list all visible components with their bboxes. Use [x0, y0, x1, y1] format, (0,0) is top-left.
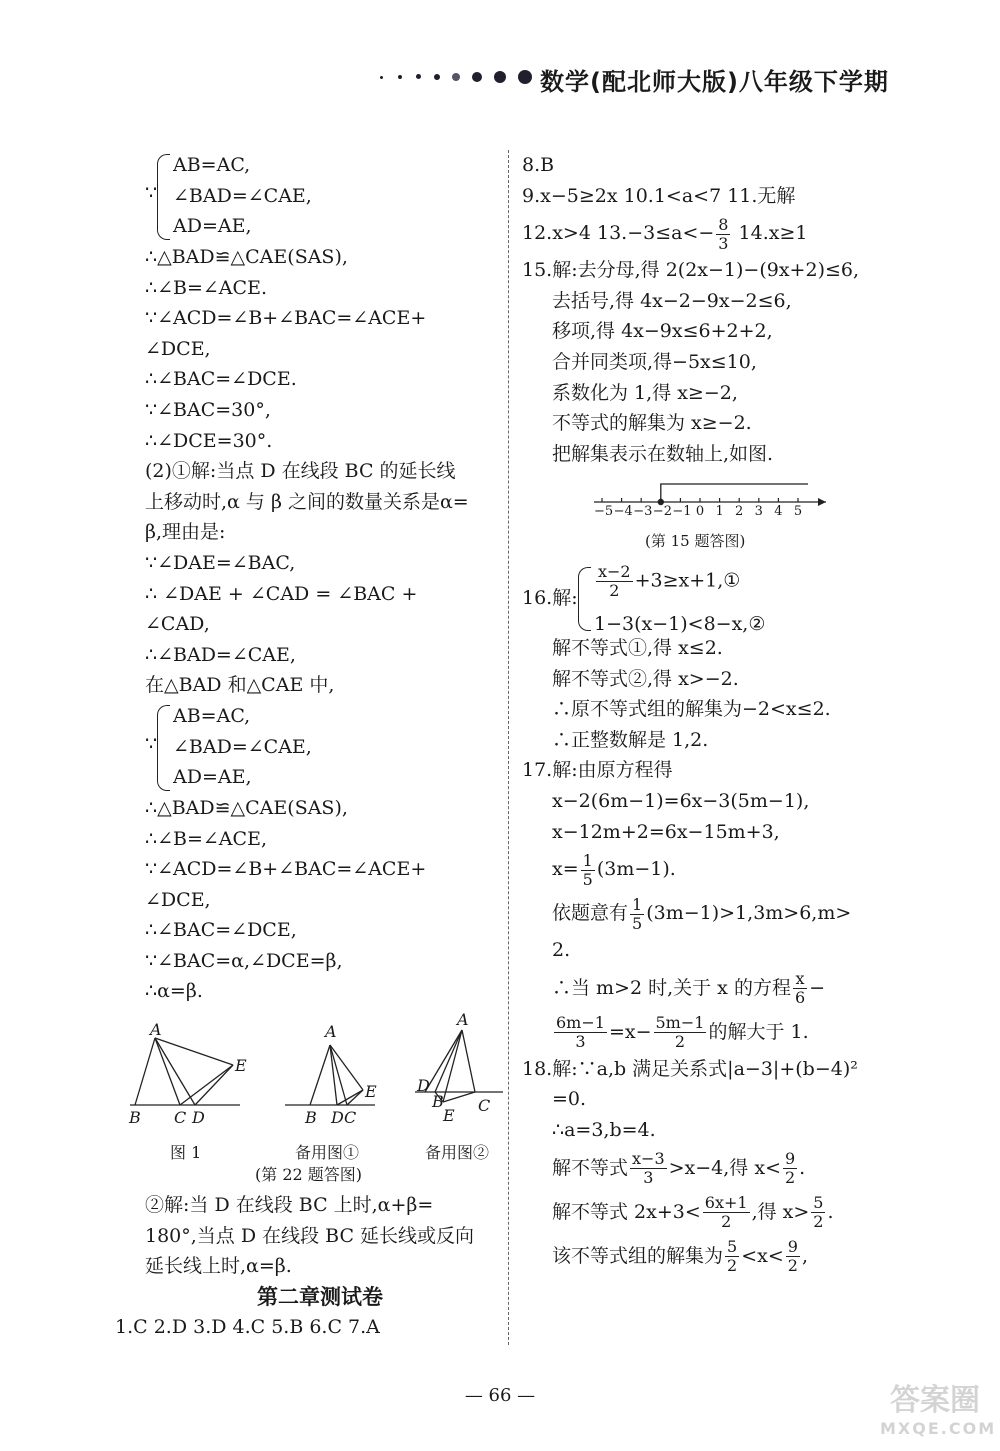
proof-line: ∵∠BAC=α,∠DCE=β, [145, 949, 343, 972]
proof-line: ∠DCE, [145, 888, 211, 911]
denominator: 3 [718, 233, 729, 253]
numerator: 5 [813, 1193, 824, 1213]
solution-ray [661, 484, 808, 502]
solution-line [522, 1146, 912, 1190]
number-line-tick-label: −4 [613, 504, 633, 519]
problem-16-label: 16.解: [522, 587, 578, 609]
watermark-text: 答案圈 [890, 1383, 980, 1418]
denominator: 6 [794, 988, 806, 1008]
fraction [630, 1150, 667, 1187]
problem-15-number-line [590, 480, 830, 560]
proof-line: ∴△BAD≌△CAE(SAS), [145, 246, 348, 268]
proof-line: ∵∠ACD=∠B+∠BAC=∠ACE+ [145, 307, 427, 330]
proof-line: ∴∠BAD=∠CAE, [145, 643, 296, 666]
vertex-label-a: A [150, 1020, 162, 1039]
denominator: 2 [787, 1256, 798, 1276]
numerator: 9 [784, 1149, 796, 1169]
solution-line: 合并同类项,得−5x≤10, [552, 350, 757, 373]
system-eq-1 [594, 563, 740, 600]
eq-text: ,得 x> [751, 1200, 810, 1223]
fraction [654, 1014, 707, 1051]
number-line-tick-label: 0 [695, 504, 705, 519]
solution-line: 把解集表示在数轴上,如图. [552, 442, 774, 465]
solution-line: 17.解:由原方程得 [522, 759, 673, 782]
vertex-label-c: C [174, 1108, 187, 1127]
eq-text: . [827, 1200, 834, 1223]
vertex-label-a: A [325, 1022, 337, 1041]
denominator: 2 [727, 1256, 738, 1276]
answer-line: 8.B [522, 154, 555, 176]
proof-line: 180°,当点 D 在线段 BC 延长线或反向 [145, 1224, 475, 1247]
solution-line [522, 1234, 912, 1278]
brace [578, 567, 591, 631]
proof-line: β,理由是: [145, 521, 226, 544]
fraction [716, 216, 730, 253]
proof-line: ∴∠B=∠ACE, [145, 827, 267, 850]
solution-line: 不等式的解集为 x≥−2. [552, 412, 752, 435]
denominator: 3 [575, 1032, 586, 1052]
answer-text: 12.x>4 13.−3≤a<− [522, 222, 715, 245]
condition-line: AB=AC, [173, 154, 251, 176]
numerator: x−3 [632, 1149, 665, 1169]
eq-text: . [799, 1156, 806, 1179]
answer-line: 9.x−5≥2x 10.1<a<7 11.无解 [522, 184, 796, 207]
number-line-tick-label: −2 [652, 504, 672, 519]
number-line-labels [590, 504, 830, 524]
answer-line [522, 211, 912, 255]
fraction [725, 1238, 739, 1275]
proof-line: ∴△BAD≌△CAE(SAS), [145, 796, 348, 819]
congruence-conditions-2 [145, 701, 495, 793]
eq-text: 解不等式 [552, 1156, 629, 1179]
proof-line: 在△BAD 和△CAE 中, [145, 674, 335, 697]
watermark-site: MXQE.COM [880, 1419, 997, 1438]
number-line-caption: (第 15 题答图) [645, 532, 746, 550]
condition-line: AD=AE, [173, 215, 252, 238]
fraction [793, 970, 807, 1007]
figure-3-caption: 备用图② [425, 1143, 490, 1162]
proof-line: ∵∠ACD=∠B+∠BAC=∠ACE+ [145, 858, 427, 881]
vertex-label-b: B [129, 1108, 141, 1127]
header-title: 数学(配北师大版)八年级下学期 [540, 68, 889, 96]
eq-text: 依题意有 [552, 902, 629, 925]
denominator: 2 [813, 1212, 824, 1232]
number-line-tick-label: −1 [672, 504, 692, 519]
number-line-tick-label: 2 [735, 504, 744, 519]
vertex-label-c: C [478, 1096, 491, 1115]
proof-line: ∴ ∠DAE + ∠CAD = ∠BAC + [145, 582, 418, 605]
numerator: 8 [718, 214, 729, 234]
proof-line: ②解:当 D 在线段 BC 上时,α+β= [145, 1194, 434, 1216]
denominator: 2 [721, 1212, 732, 1232]
proof-line: 延长线上时,α=β. [145, 1255, 292, 1278]
section-title: 第二章测试卷 [257, 1284, 383, 1309]
fraction [786, 1238, 800, 1275]
system-eq-2: 1−3(x−1)<8−x,② [594, 613, 766, 635]
eq-text: =x− [608, 1020, 652, 1043]
eq-text: − [809, 976, 826, 999]
proof-line: (2)①解:当点 D 在线段 BC 的延长线 [145, 460, 456, 483]
solution-line: 去括号,得 4x−2−9x−2≤6, [552, 289, 792, 312]
proof-line: ∵∠BAC=30°, [145, 398, 271, 421]
fraction [703, 1194, 750, 1231]
column-divider [508, 150, 509, 1345]
fraction [630, 896, 644, 933]
solution-line: ∴a=3,b=4. [552, 1118, 656, 1141]
solution-line [522, 1010, 912, 1054]
eq-text: 该不等式组的解集为 [552, 1244, 724, 1267]
solution-line: 系数化为 1,得 x≥−2, [552, 381, 738, 404]
eq-text: ∴当 m>2 时,关于 x 的方程 [552, 976, 791, 999]
congruence-conditions-1 [145, 150, 495, 242]
solution-line: ∴原不等式组的解集为−2<x≤2. [552, 698, 831, 721]
numerator: 6x+1 [704, 1193, 748, 1213]
eq-text: , [801, 1244, 808, 1267]
numerator: 1 [632, 894, 643, 914]
because-symbol: ∵ [145, 182, 158, 204]
fraction [811, 1194, 825, 1231]
right-column [522, 150, 912, 469]
left-column [145, 150, 495, 1007]
denominator: 2 [609, 581, 620, 600]
condition-line: AD=AE, [173, 766, 252, 789]
solution-line: =0. [552, 1088, 587, 1111]
problem-22-figures [125, 1010, 505, 1190]
eq-text: 解不等式 2x+3< [552, 1200, 701, 1223]
eq-text: (3m−1). [596, 858, 676, 881]
proof-line: ∴∠B=∠ACE. [145, 276, 267, 299]
eq-text: (3m−1)>1,3m>6,m> [646, 902, 852, 925]
answer-text: 14.x≥1 [732, 222, 808, 245]
fraction [554, 1014, 607, 1051]
number-line-tick-label: −5 [594, 504, 614, 519]
condition-line: AB=AC, [173, 704, 251, 727]
number-line-tick-label: 3 [754, 504, 763, 519]
solution-line: 解不等式②,得 x>−2. [552, 667, 739, 690]
watermark-logo [880, 1375, 997, 1445]
solution-line: x−12m+2=6x−15m+3, [552, 820, 780, 843]
vertex-label-d: D [331, 1108, 344, 1127]
vertex-label-b: B [305, 1108, 317, 1127]
numerator: 9 [787, 1237, 798, 1257]
vertex-label-d: D [192, 1108, 205, 1127]
numerator: 5 [727, 1237, 738, 1257]
condition-line: ∠BAD=∠CAE, [173, 184, 312, 207]
left-column-bottom [115, 1190, 495, 1343]
solution-line [522, 891, 912, 935]
denominator: 2 [784, 1168, 796, 1188]
condition-line: ∠BAD=∠CAE, [173, 735, 312, 758]
number-line-tick-label: 4 [774, 504, 783, 519]
solution-line: 解不等式①,得 x≤2. [552, 637, 723, 659]
fraction [581, 852, 595, 889]
vertex-label-a: A [457, 1010, 469, 1029]
vertex-label-e: E [235, 1056, 247, 1075]
denominator: 3 [643, 1168, 654, 1188]
fraction [596, 563, 633, 600]
vertex-label-e: E [365, 1082, 377, 1101]
proof-line: ∴∠BAC=∠DCE. [145, 368, 297, 391]
vertex-label-d: D [417, 1076, 430, 1095]
numerator: 1 [582, 850, 593, 870]
figures-group-caption: (第 22 题答图) [255, 1165, 363, 1184]
vertex-label-b: B [432, 1092, 444, 1111]
denominator: 5 [632, 913, 643, 933]
figure-1-caption: 图 1 [170, 1143, 202, 1162]
numerator: 6m−1 [556, 1013, 605, 1033]
numerator: 5m−1 [655, 1013, 705, 1033]
solution-line: 移项,得 4x−9x≤6+2+2, [552, 320, 773, 343]
page-number: — 66 — [464, 1385, 536, 1406]
vertex-label-c: C [344, 1108, 357, 1127]
solution-line [522, 966, 912, 1010]
proof-line: ∴∠DCE=30°. [145, 429, 273, 452]
proof-line: ∠DCE, [145, 337, 211, 360]
denominator: 5 [582, 869, 593, 889]
number-line-tick-label: 5 [793, 504, 803, 519]
problem-16-system [522, 563, 912, 633]
number-line-tick-label: −3 [633, 504, 653, 519]
page-header [380, 62, 900, 96]
eq-text: +3≥x+1,① [634, 569, 741, 592]
figure-2-caption: 备用图① [295, 1143, 360, 1162]
right-column-mid [522, 563, 912, 1278]
proof-line: ∴α=β. [145, 980, 203, 1003]
numerator: x [793, 970, 807, 989]
answers-row: 1.C 2.D 3.D 4.C 5.B 6.C 7.A [115, 1316, 380, 1339]
eq-text: x= [552, 858, 579, 881]
solution-line: ∴正整数解是 1,2. [552, 728, 709, 751]
proof-line: ∠CAD, [145, 613, 210, 636]
solution-line: 15.解:去分母,得 2(2x−1)−(9x+2)≤6, [522, 259, 860, 282]
eq-text: 的解大于 1. [708, 1020, 809, 1043]
solution-line: 18.解:∵a,b 满足关系式|a−3|+(b−4)² [522, 1057, 858, 1080]
solution-line: 2. [552, 939, 571, 962]
eq-text: >x−4,得 x< [668, 1156, 781, 1179]
because-symbol: ∵ [145, 732, 158, 755]
denominator: 2 [674, 1032, 686, 1052]
solution-line [522, 1190, 912, 1234]
vertex-label-e: E [443, 1106, 455, 1125]
solution-line: x−2(6m−1)=6x−3(5m−1), [552, 789, 810, 812]
proof-line: ∴∠BAC=∠DCE, [145, 919, 297, 942]
numerator: x−2 [598, 562, 631, 581]
brace [157, 154, 170, 240]
solution-line [522, 847, 912, 891]
proof-line: 上移动时,α 与 β 之间的数量关系是α= [145, 490, 469, 513]
brace [157, 705, 170, 791]
eq-text: <x< [741, 1244, 784, 1267]
proof-line: ∵∠DAE=∠BAC, [145, 551, 296, 574]
number-line-tick-label: 1 [715, 504, 724, 519]
fraction [783, 1150, 797, 1187]
